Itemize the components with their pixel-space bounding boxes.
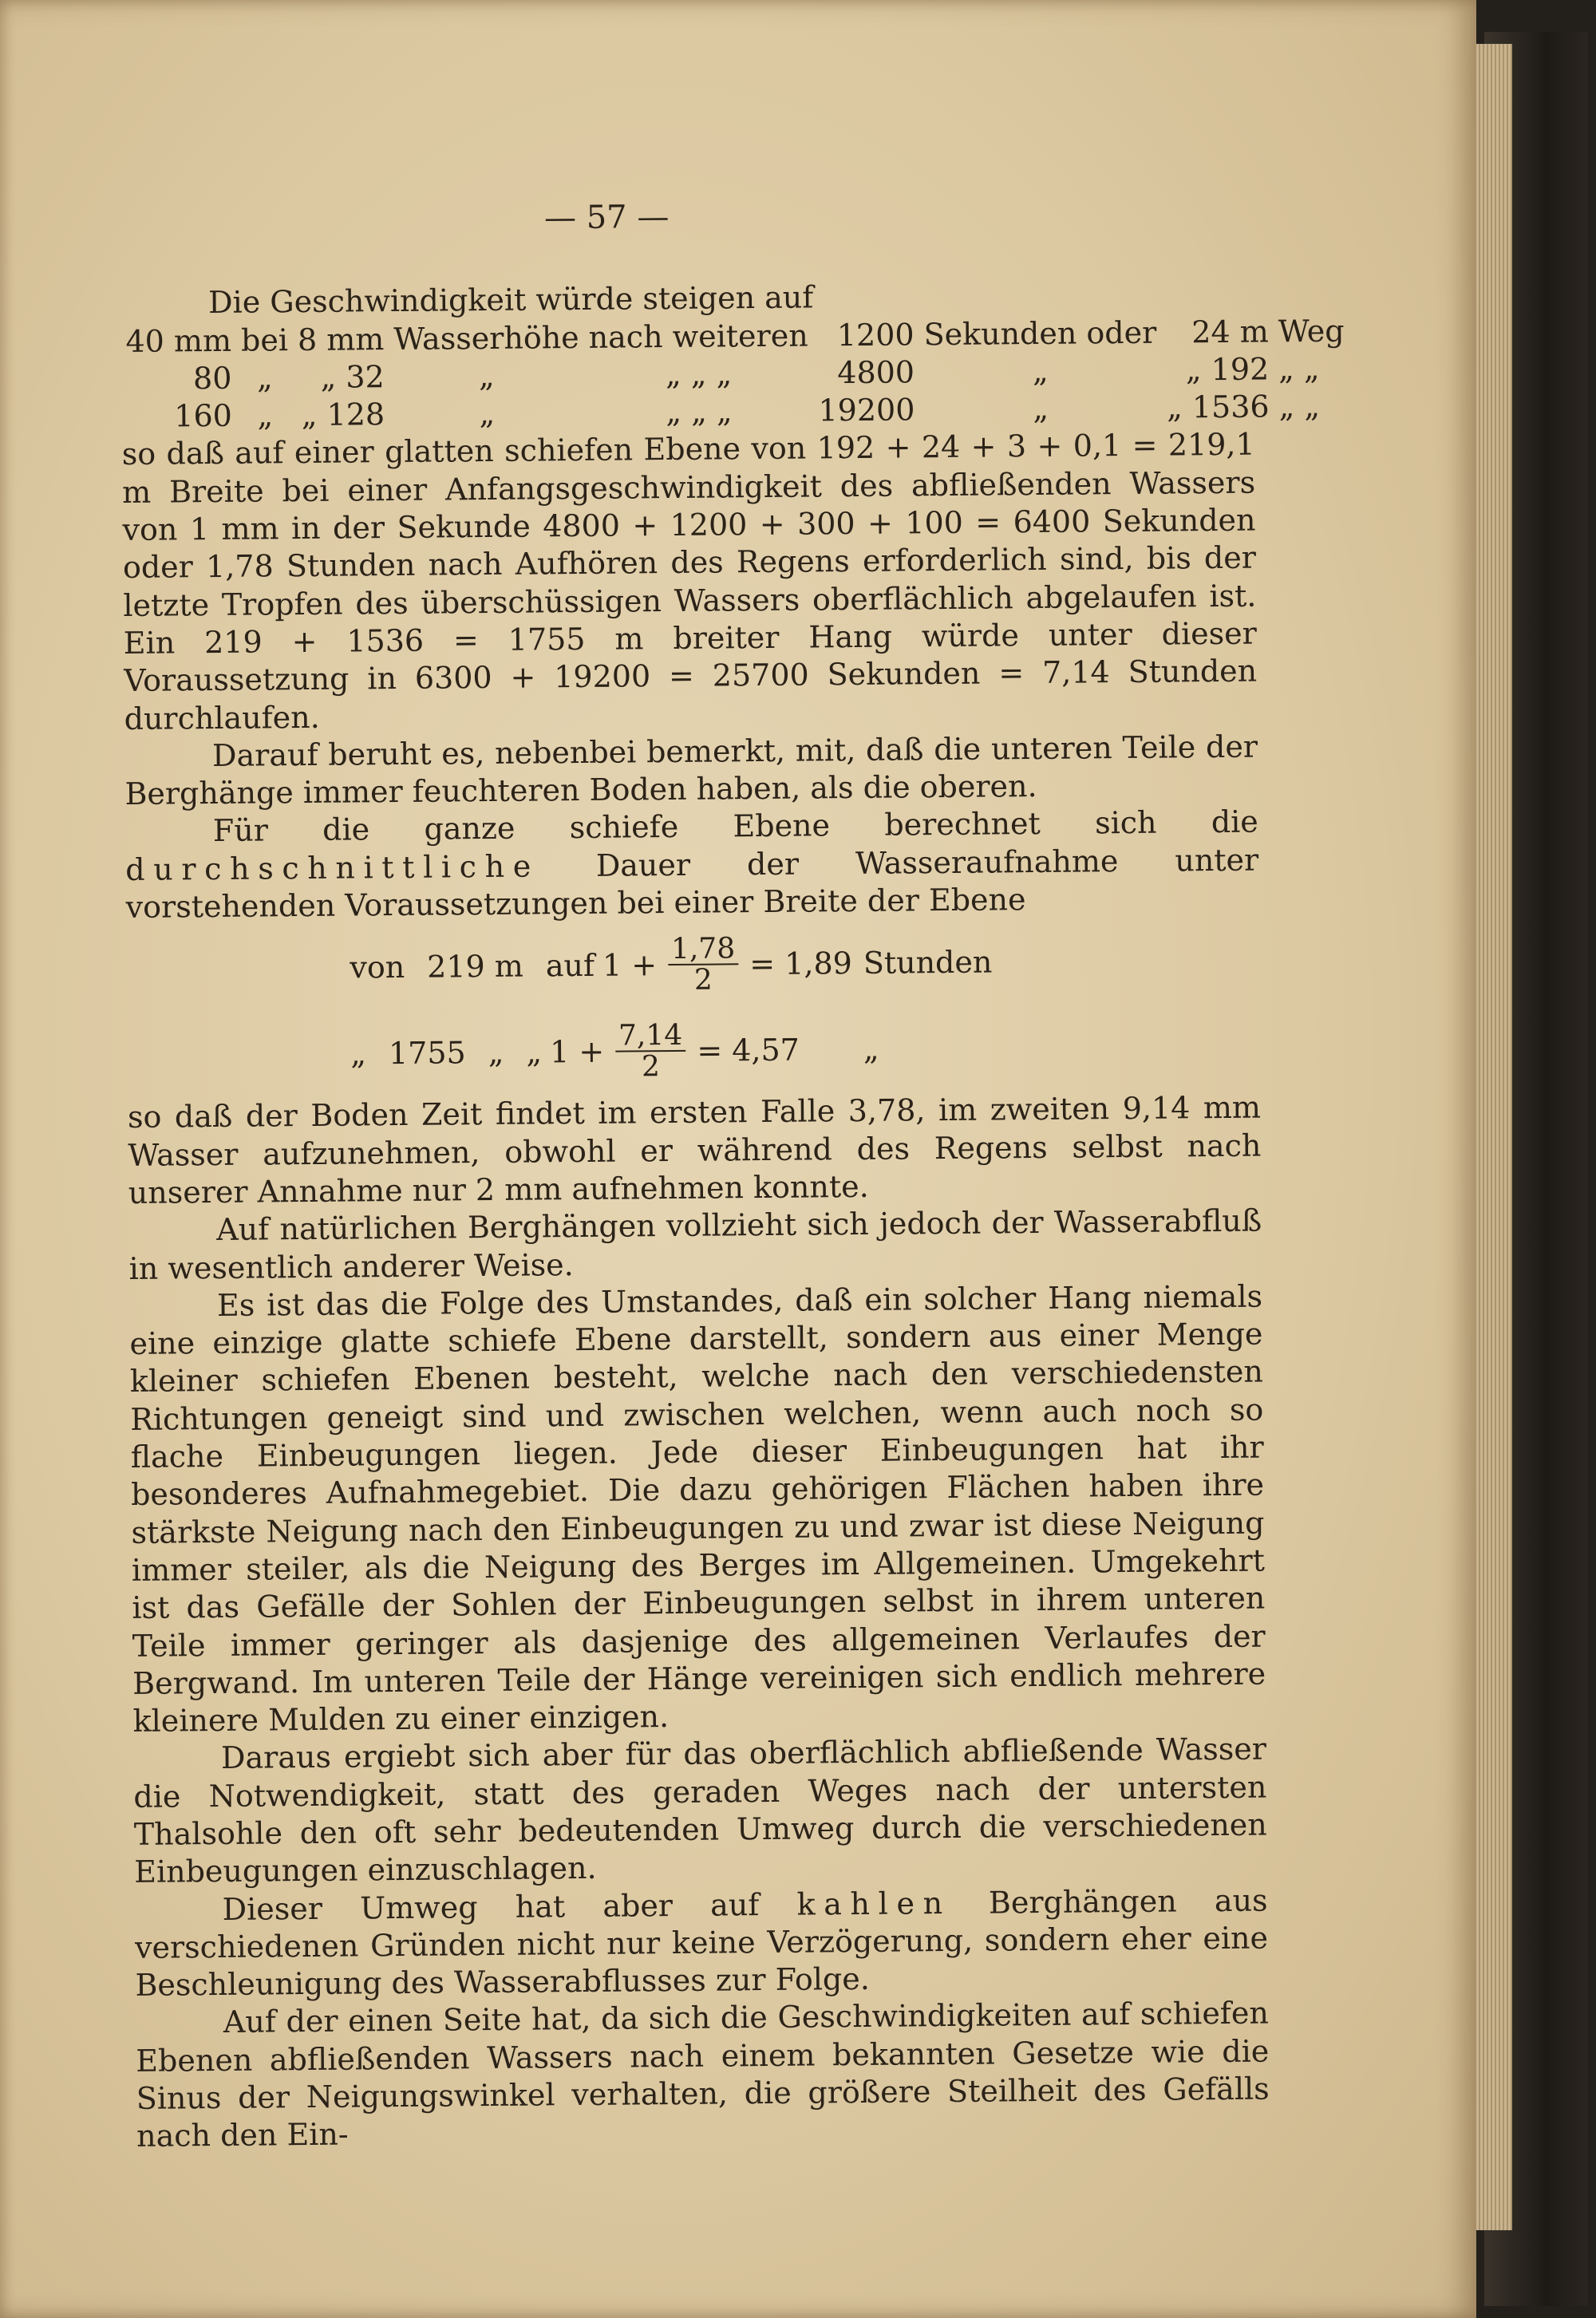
table-cell: 1200: [836, 316, 915, 353]
formula-2-result: = 4,57: [697, 1032, 800, 1068]
table-cell: „: [1032, 353, 1049, 389]
formula-2-numerator: 7,14: [615, 1020, 686, 1052]
paragraph-1: so daß auf einer glatten schiefen Ebene von 192 + 24 + 3 + 0,1 = 219,1 m Breite bei einer Anfangsgeschwindigkeit des abfließenden Wassers von 1 mm in der Sekunde 4800 + 1200 + 300 + 100 = 6400 Sekunden oder 1,78 Stunden nach Aufhören des Regens erforderlich sind, bis der letzte Tropfen des überschüssigen Wassers oberflächlich abgelaufen ist. Ein 219 + 1536 = 1755 m breiter Hang würde unter dieser Voraussetzung in 6300 + 19200 = 25700 Sekunden = 7,14 Stunden durchlaufen.: [121, 427, 1258, 736]
table-cell: „ „ „: [666, 393, 733, 430]
paragraph-3-spaced-word: durchschnittliche: [125, 848, 540, 887]
paragraph-4: so daß der Boden Zeit findet im ersten Falle 3,78, im zweiten 9,14 mm Wasser aufzunehmen, obwohl er während des Regens selbst nach unserer Annahme nur 2 mm aufnehmen konnte.: [127, 1089, 1262, 1210]
paragraph-6: Es ist das die Folge des Umstandes, daß ein solcher Hang niemals eine einzige glatte schiefe Ebene darstellt, sondern aus einer Menge kleiner schiefen Ebenen besteht, welche nach den verschiedensten Richtungen geneigt sind und zwischen welchen, wenn auch noch so flache Einbeugungen liegen. Jede dieser Einbeugungen hat ihr besonderes Aufnahmegebiet. Die dazu gehörigen Flächen haben ihre stärkste Neigung nach den Einbeugungen zu und zwar ist diese Neigung immer steiler, als die Neigung des Berges im Allgemeinen. Umgekehrt ist das Gefälle der Sohlen der Einbeugungen selbst in ihrem unteren Teile immer geringer als dasjenige des allgemeinen Verlaufes der Bergwand. Im unteren Teile der Hänge vereinigen sich endlich mehrere kleinere Mulden zu einer einzigen.: [129, 1278, 1266, 1739]
formula-2-fraction: [615, 1020, 686, 1082]
table-cell: 24 m: [1191, 314, 1269, 349]
paragraph-8-spaced-word: kahlen: [796, 1885, 951, 1922]
intro-line: Die Geschwindigkeit würde steigen auf: [207, 279, 814, 321]
formula-1-numerator: 1,78: [668, 934, 739, 966]
formula-1-prefix: von: [350, 949, 405, 985]
table-cell: „: [1033, 391, 1049, 427]
table-cell: „ „: [1278, 389, 1321, 425]
formula-1-result: = 1,89: [749, 945, 853, 981]
table-cell: „ 32: [320, 359, 385, 395]
velocity-table: [120, 312, 1349, 436]
table-cell: nach weiteren: [588, 318, 808, 355]
paragraph-5: Auf natürlichen Berghängen vollzieht sich jedoch der Wasserabfluß in wesentlich anderer Weise.: [128, 1202, 1262, 1286]
table-cell: „ 192: [1185, 351, 1270, 388]
formula-2-width-mark: „: [488, 1034, 504, 1070]
table-cell: „: [479, 396, 496, 432]
page-number: — 57 —: [543, 198, 670, 237]
table-cell: Sekunden oder: [923, 314, 1157, 352]
formula-1-auf: auf: [545, 947, 595, 984]
paragraph-3-text-b: Dauer der Wasseraufnahme unter vorstehenden Voraussetzungen bei einer Breite der Ebene: [125, 842, 1259, 926]
paragraph-3: [125, 804, 1259, 926]
paragraph-8-text-b: Berghängen aus verschiedenen Gründen nicht nur keine Verzögerung, sondern eher eine Beschleunigung des Wasserabflusses zur Folge.: [134, 1882, 1269, 2004]
table-cell: 80: [192, 360, 232, 397]
formula-1-width: 219 m: [426, 948, 524, 985]
table-cell: „ „ „: [665, 356, 733, 392]
formula-2: [350, 1003, 1261, 1097]
formula-1-denominator: 2: [693, 963, 713, 997]
table-cell: „: [478, 357, 495, 393]
table-cell: „ „: [1278, 350, 1320, 387]
paragraph-2: Darauf beruht es, nebenbei bemerkt, mit, daß die unteren Teile der Berghänge immer feuchteren Boden haben, als die oberen.: [124, 729, 1258, 812]
formula-2-one-plus: 1 +: [549, 1033, 605, 1070]
table-cell: „ 128: [301, 397, 385, 433]
table-cell: bei: [240, 322, 289, 358]
page-content: [120, 194, 1345, 2156]
paragraph-7: Daraus ergiebt sich aber für das oberflächlich abfließende Wasser die Notwendigkeit, statt des geraden Weges nach der untersten Thalsohle den oft sehr bedeutenden Umweg durch die verschiedenen Einbeugungen einzuschlagen.: [133, 1731, 1267, 1890]
formula-1: [350, 917, 1260, 1011]
table-cell: „: [257, 397, 274, 433]
formula-1-unit: Stunden: [863, 944, 993, 981]
formula-1-fraction: [668, 931, 739, 997]
table-cell: „ 1536: [1166, 389, 1270, 425]
table-cell: 8 mm: [297, 321, 385, 357]
table-cell: Wasserhöhe: [393, 319, 579, 357]
table-cell: 160: [174, 397, 233, 434]
table-cell: 19200: [818, 392, 915, 428]
formula-2-denominator: 2: [641, 1050, 661, 1084]
table-cell: 4800: [837, 354, 915, 391]
formula-2-unit: „: [863, 1031, 879, 1067]
paragraph-8-text-a: Dieser Umweg hat aber auf: [222, 1886, 760, 1927]
formula-2-width: 1755: [388, 1034, 466, 1071]
formula-1-one-plus: 1 +: [602, 946, 658, 983]
table-cell: Weg: [1278, 313, 1345, 349]
paragraph-3-text-a: Für die ganze schiefe Ebene berechnet sich die: [212, 804, 1259, 849]
formula-2-auf: „: [526, 1034, 543, 1070]
table-cell: 40 mm: [125, 322, 232, 359]
paragraph-8: [134, 1882, 1268, 2004]
table-cell: „: [256, 360, 273, 396]
paragraph-9: Auf der einen Seite hat, da sich die Geschwindigkeiten auf schiefen Ebenen abfließenden Wassers nach einem bekannten Gesetze wie die Sinus der Neigungswinkel verhalten, die größere Steilheit des Gefälls nach den Ein-: [136, 1995, 1270, 2154]
formula-2-prefix: „: [350, 1036, 367, 1072]
